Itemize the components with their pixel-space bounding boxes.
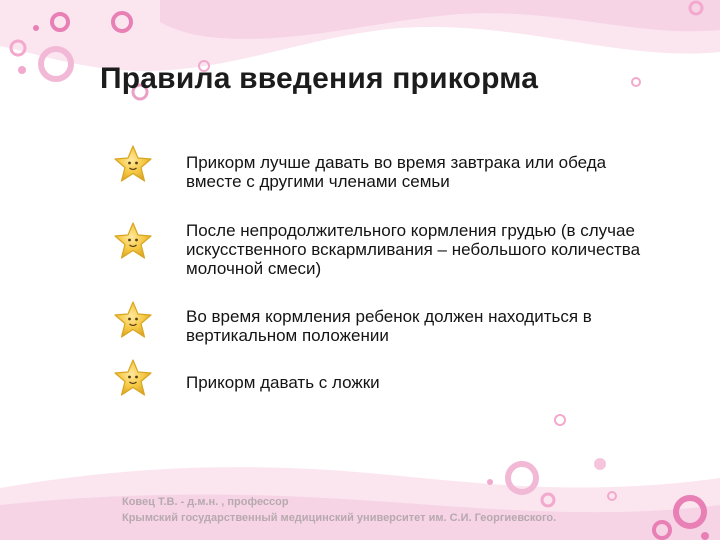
footer-institution: Крымский государственный медицинский университет им. С.И. Георгиевского. xyxy=(122,512,557,524)
list-item-text: Прикорм лучше давать во время завтрака или обеда вместе с другими членами семьи xyxy=(186,153,607,191)
footer xyxy=(122,494,556,526)
list-item-text: После непродолжительного кормления грудью (в случае искусственного вскармливания – небольшого количества молочной смеси) xyxy=(186,221,641,278)
smiling-star-icon xyxy=(112,357,154,399)
footer-author: Ковец Т.В. - д.м.н. , профессор xyxy=(122,496,289,508)
smiling-star-icon xyxy=(112,143,154,185)
circle-deco xyxy=(701,532,709,540)
circle-deco xyxy=(555,415,565,425)
circle-deco xyxy=(33,25,39,31)
circle-deco xyxy=(18,66,26,74)
list-item-text: Прикорм давать с ложки xyxy=(186,373,380,392)
slide-title: Правила введения прикорма xyxy=(100,62,539,95)
list-item-text: Во время кормления ребенок должен находиться в вертикальном положении xyxy=(186,307,592,345)
circle-deco xyxy=(487,479,493,485)
smiling-star-icon xyxy=(112,220,154,262)
circle-deco xyxy=(594,458,606,470)
smiling-star-icon xyxy=(112,299,154,341)
